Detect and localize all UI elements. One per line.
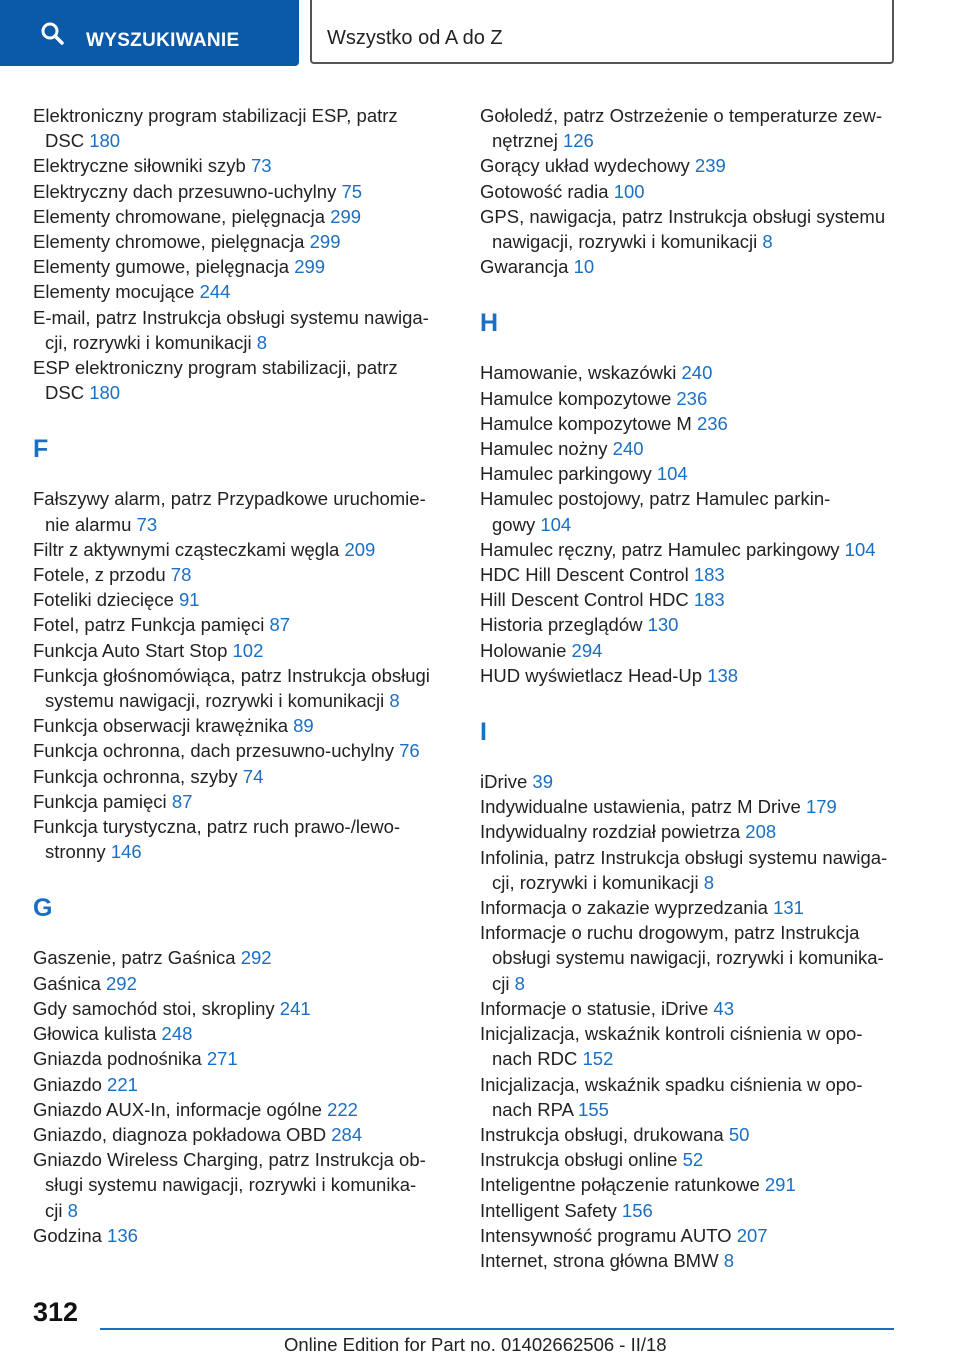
index-entry — [480, 1072, 900, 1122]
page-link[interactable]: 130 — [647, 614, 679, 636]
index-entry-text: Hamulec ręczny, patrz Hamulec parkingowy — [480, 538, 840, 560]
index-entry-text: Gotowość radia — [480, 180, 609, 202]
search-button-label: WYSZUKIWANIE — [86, 30, 240, 51]
index-entry — [33, 153, 453, 178]
index-entry-text: Elementy chromowane, pielęgnacja — [33, 205, 326, 227]
index-entry — [33, 486, 453, 536]
index-entry — [33, 1122, 453, 1147]
index-entry — [33, 1097, 453, 1122]
index-entry — [480, 179, 900, 204]
page-link[interactable]: 156 — [621, 1199, 653, 1221]
index-entry-text: obsługi systemu nawigacji, rozrywki i komunika- — [492, 947, 884, 969]
footer-divider — [100, 1328, 894, 1330]
page-link[interactable]: 104 — [844, 538, 876, 560]
index-entry — [480, 895, 900, 920]
page-link[interactable]: 8 — [762, 231, 773, 253]
page-link[interactable]: 299 — [330, 205, 362, 227]
page-link[interactable]: 183 — [693, 564, 725, 586]
index-entry — [480, 103, 900, 153]
page-link[interactable]: 39 — [532, 771, 553, 793]
index-entry-text: cji, rozrywki i komunikacji — [45, 331, 252, 353]
index-entry — [33, 638, 453, 663]
index-entry — [33, 254, 453, 279]
index-entry-text: Fałszywy alarm, patrz Przypadkowe uruchomie- — [33, 488, 426, 510]
index-entry-text: Hill Descent Control HDC — [480, 589, 689, 611]
page-link[interactable]: 180 — [89, 382, 121, 404]
index-entry — [33, 355, 453, 405]
index-entry-text: cji — [492, 972, 510, 994]
index-entry-text: Intensywność programu AUTO — [480, 1224, 732, 1246]
index-entry — [480, 1122, 900, 1147]
index-entry — [480, 1223, 900, 1248]
index-entry-text: Gniazda podnośnika — [33, 1048, 202, 1070]
index-entry — [480, 769, 900, 794]
index-entry — [33, 1046, 453, 1071]
index-entry-text: Hamulce kompozytowe — [480, 387, 672, 409]
index-entry-text: Foteliki dziecięce — [33, 589, 174, 611]
index-entry-text: Hamulec parkingowy — [480, 463, 652, 485]
index-entry-text: Inicjalizacja, wskaźnik kontroli ciśnienia w opo- — [480, 1023, 863, 1045]
index-entry-text: Historia przeglądów — [480, 614, 643, 636]
index-entry-text: Internet, strona główna BMW — [480, 1249, 719, 1271]
page-link[interactable]: 87 — [171, 790, 193, 812]
page-link[interactable]: 52 — [682, 1149, 704, 1171]
index-entry — [480, 587, 900, 612]
page-link[interactable]: 73 — [136, 513, 158, 535]
index-entry-text: iDrive — [480, 771, 528, 793]
page-link[interactable]: 73 — [250, 155, 272, 177]
page-number: 312 — [33, 1297, 79, 1327]
index-entry — [33, 305, 453, 355]
index-entry — [33, 537, 453, 562]
page-link[interactable]: 208 — [745, 821, 777, 843]
index-entry — [480, 612, 900, 637]
index-entry-text: Elektryczny dach przesuwno-uchylny — [33, 180, 337, 202]
index-entry-text: Gniazdo, diagnoza pokładowa OBD — [33, 1123, 327, 1145]
page-link[interactable]: 126 — [562, 130, 594, 152]
search-icon — [40, 21, 64, 45]
index-entry-text: Gaszenie, patrz Gaśnica — [33, 947, 236, 969]
index-entry-text: Hamulec postojowy, patrz Hamulec parkin- — [480, 488, 831, 510]
index-entry — [480, 562, 900, 587]
breadcrumb[interactable] — [310, 0, 894, 64]
index-entry — [480, 638, 900, 663]
index-entry — [480, 204, 900, 254]
page-link[interactable]: 292 — [240, 947, 272, 969]
index-entry — [480, 996, 900, 1021]
page-link[interactable]: 78 — [170, 564, 192, 586]
index-entry-text: Informacje o ruchu drogowym, patrz Instrukcja — [480, 922, 860, 944]
page-link[interactable]: 236 — [696, 412, 728, 434]
index-entry — [480, 360, 900, 385]
top-bar — [0, 0, 960, 68]
index-entry-text: HDC Hill Descent Control — [480, 564, 689, 586]
page-link[interactable]: 138 — [707, 664, 739, 686]
section-letter: I — [480, 718, 487, 747]
index-entry-text: Gołoledź, patrz Ostrzeżenie o temperaturze zew- — [480, 105, 883, 126]
page-link[interactable]: 152 — [582, 1048, 614, 1070]
index-entry — [480, 1021, 900, 1071]
page-link[interactable]: 292 — [106, 972, 137, 994]
page-link[interactable]: 8 — [256, 331, 268, 353]
page-link[interactable]: 131 — [773, 897, 804, 919]
page-link[interactable]: 271 — [206, 1048, 238, 1070]
index-entry-text: Informacja o zakazie wyprzedzania — [480, 897, 768, 919]
page-link[interactable]: 236 — [676, 387, 708, 409]
index-entry-text: Inicjalizacja, wskaźnik spadku ciśnienia w opo- — [480, 1073, 863, 1095]
index-entry — [33, 279, 453, 304]
index-entry — [33, 945, 453, 970]
index-entry-text: Infolinia, patrz Instrukcja obsługi systemu nawiga- — [480, 846, 888, 868]
index-entry — [33, 1147, 453, 1223]
index-entry — [33, 103, 453, 153]
index-entry — [480, 1248, 900, 1273]
index-column-right — [480, 103, 900, 1273]
page-link[interactable]: 136 — [107, 1224, 138, 1246]
index-column-left — [33, 103, 453, 1248]
index-entry-text: Instrukcja obsługi online — [480, 1149, 678, 1171]
page-link[interactable]: 299 — [294, 256, 326, 278]
index-entry-text: Hamulec nożny — [480, 438, 608, 460]
index-entry — [480, 411, 900, 436]
index-entry — [33, 764, 453, 789]
index-entry — [33, 713, 453, 738]
page-link[interactable]: 284 — [331, 1123, 363, 1145]
index-entry — [480, 386, 900, 411]
page-link[interactable]: 146 — [110, 841, 142, 863]
page-link[interactable]: 207 — [736, 1224, 768, 1246]
index-entry-text: Godzina — [33, 1224, 102, 1246]
index-entry-text: nach RPA — [492, 1098, 573, 1120]
page-link[interactable]: 8 — [67, 1199, 78, 1221]
index-entry — [33, 971, 453, 996]
index-entry — [33, 179, 453, 204]
index-entry-text: Holowanie — [480, 639, 567, 661]
index-entry-text: Elementy chromowe, pielęgnacja — [33, 231, 305, 253]
index-entry-text: Inteligentne połączenie ratunkowe — [480, 1174, 760, 1196]
index-entry-text: Funkcja ochronna, szyby — [33, 765, 238, 787]
page-link[interactable]: 180 — [89, 130, 121, 152]
index-entry-text: Instrukcja obsługi, drukowana — [480, 1123, 724, 1145]
index-entry — [33, 204, 453, 229]
index-entry-text: ESP elektroniczny program stabilizacji, patrz — [33, 357, 398, 379]
index-entry — [33, 1072, 453, 1097]
index-entry-text: Hamowanie, wskazówki — [480, 362, 677, 384]
index-entry-text: Indywidualny rozdział powietrza — [480, 821, 741, 843]
page-link[interactable]: 248 — [161, 1023, 193, 1045]
index-entry — [33, 814, 453, 864]
index-entry-text: Głowica kulista — [33, 1023, 157, 1045]
page-link[interactable]: 10 — [573, 256, 595, 278]
index-entry-text: Elementy mocujące — [33, 281, 195, 303]
page-link[interactable]: 76 — [399, 740, 420, 762]
page-link[interactable]: 8 — [703, 871, 715, 893]
index-entry — [33, 1223, 453, 1248]
index-entry-text: Funkcja turystyczna, patrz ruch prawo-/lewo- — [33, 816, 401, 838]
index-entry-text: Intelligent Safety — [480, 1199, 617, 1221]
search-button[interactable] — [0, 0, 299, 66]
section-letter: F — [33, 435, 49, 464]
page-link[interactable]: 75 — [341, 180, 363, 202]
index-entry-text: GPS, nawigacja, patrz Instrukcja obsługi systemu — [480, 205, 886, 227]
index-entry — [480, 663, 900, 688]
index-entry-text: Fotele, z przodu — [33, 564, 166, 586]
index-entry — [480, 1147, 900, 1172]
index-entry — [33, 587, 453, 612]
index-entry-text: Funkcja ochronna, dach przesuwno-uchylny — [33, 740, 394, 762]
index-entry-text: DSC — [45, 382, 85, 404]
page-link[interactable]: 155 — [578, 1098, 609, 1120]
index-entry-text: Gdy samochód stoi, skropliny — [33, 997, 275, 1019]
index-entry — [33, 789, 453, 814]
index-entry-text: Gniazdo AUX-In, informacje ogólne — [33, 1098, 322, 1120]
page-link[interactable]: 183 — [693, 589, 725, 611]
page-link[interactable]: 240 — [681, 362, 713, 384]
page-link[interactable]: 100 — [613, 180, 645, 202]
index-entry-text: Funkcja głośnomówiąca, patrz Instrukcja obsługi — [33, 664, 430, 686]
index-entry-text: E-mail, patrz Instrukcja obsługi systemu nawiga- — [33, 306, 429, 328]
index-entry — [33, 612, 453, 637]
page-link[interactable]: 104 — [656, 463, 688, 485]
index-entry-text: cji — [45, 1199, 63, 1221]
page-link[interactable]: 8 — [723, 1249, 734, 1271]
index-entry-text: DSC — [45, 130, 85, 152]
index-entry — [33, 1021, 453, 1046]
index-entry-text: Funkcja obserwacji krawężnika — [33, 715, 288, 737]
index-entry-text: Gniazdo — [33, 1073, 102, 1095]
index-entry — [33, 996, 453, 1021]
index-entry — [480, 537, 900, 562]
index-entry — [480, 1172, 900, 1197]
index-entry-text: gowy — [492, 513, 536, 535]
index-entry — [480, 254, 900, 279]
index-entry-text: HUD wyświetlacz Head-Up — [480, 664, 703, 686]
page-link[interactable]: 8 — [389, 690, 400, 712]
index-entry — [480, 845, 900, 895]
index-entry-text: Funkcja Auto Start Stop — [33, 639, 228, 661]
section-letter: H — [480, 309, 499, 338]
page-link[interactable]: 244 — [199, 281, 231, 303]
index-entry — [480, 486, 900, 536]
index-entry-text: Fotel, patrz Funkcja pamięci — [33, 614, 265, 636]
index-entry-text: nętrznej — [492, 130, 558, 152]
index-entry-text: nie alarmu — [45, 513, 132, 535]
index-entry-text: Gniazdo Wireless Charging, patrz Instrukcja ob- — [33, 1149, 426, 1171]
page-link[interactable]: 221 — [107, 1073, 138, 1095]
index-entry-text: nawigacji, rozrywki i komunikacji — [492, 231, 758, 253]
page-link[interactable]: 294 — [571, 639, 603, 661]
index-entry — [480, 819, 900, 844]
index-entry-text: Elektryczne siłowniki szyb — [33, 155, 246, 177]
index-entry — [480, 794, 900, 819]
index-entry-text: cji, rozrywki i komunikacji — [492, 871, 699, 893]
page-link[interactable]: 209 — [344, 538, 376, 560]
page-link[interactable]: 104 — [540, 513, 572, 535]
breadcrumb-label: Wszystko od A do Z — [327, 27, 503, 49]
index-entry-text: Elektroniczny program stabilizacji ESP, patrz — [33, 105, 398, 126]
page-link[interactable]: 50 — [728, 1123, 750, 1145]
index-entry-text: stronny — [45, 841, 106, 863]
section-letter: G — [33, 894, 53, 923]
index-entry — [33, 229, 453, 254]
page-link[interactable]: 91 — [179, 589, 200, 611]
index-entry — [33, 562, 453, 587]
index-entry-text: systemu nawigacji, rozrywki i komunikacji — [45, 690, 385, 712]
page-link[interactable]: 222 — [327, 1098, 358, 1120]
index-entry-text: Gaśnica — [33, 972, 101, 994]
index-entry — [33, 663, 453, 713]
index-entry-text: Gorący układ wydechowy — [480, 155, 690, 177]
page-link[interactable]: 87 — [269, 614, 291, 636]
page-link[interactable]: 179 — [805, 796, 837, 818]
index-entry — [33, 738, 453, 763]
page-link[interactable]: 89 — [293, 715, 314, 737]
index-entry-text: sługi systemu nawigacji, rozrywki i komunika- — [45, 1174, 417, 1196]
page-link[interactable]: 241 — [279, 997, 311, 1019]
index-entry-text: Gwarancja — [480, 256, 569, 278]
index-entry — [480, 461, 900, 486]
index-entry-text: Hamulce kompozytowe M — [480, 412, 692, 434]
index-entry — [480, 1198, 900, 1223]
index-entry — [480, 436, 900, 461]
page-link[interactable]: 239 — [694, 155, 726, 177]
page-link[interactable]: 74 — [242, 765, 264, 787]
page-link[interactable]: 299 — [309, 231, 341, 253]
index-entry-text: Funkcja pamięci — [33, 790, 167, 812]
page-link[interactable]: 43 — [713, 997, 734, 1019]
page-link[interactable]: 240 — [612, 438, 644, 460]
index-entry-text: Filtr z aktywnymi cząsteczkami węgla — [33, 538, 340, 560]
index-entry-text: Informacje o statusie, iDrive — [480, 997, 709, 1019]
page-link[interactable]: 291 — [764, 1174, 796, 1196]
index-entry-text: nach RDC — [492, 1048, 578, 1070]
index-entry — [480, 920, 900, 996]
page-link[interactable]: 102 — [232, 639, 264, 661]
index-entry-text: Indywidualne ustawienia, patrz M Drive — [480, 796, 801, 818]
page-link[interactable]: 8 — [514, 972, 525, 994]
footer-edition: Online Edition for Part no. 01402662506 - II/18 — [284, 1334, 667, 1355]
index-entry-text: Elementy gumowe, pielęgnacja — [33, 256, 290, 278]
index-entry — [480, 153, 900, 178]
